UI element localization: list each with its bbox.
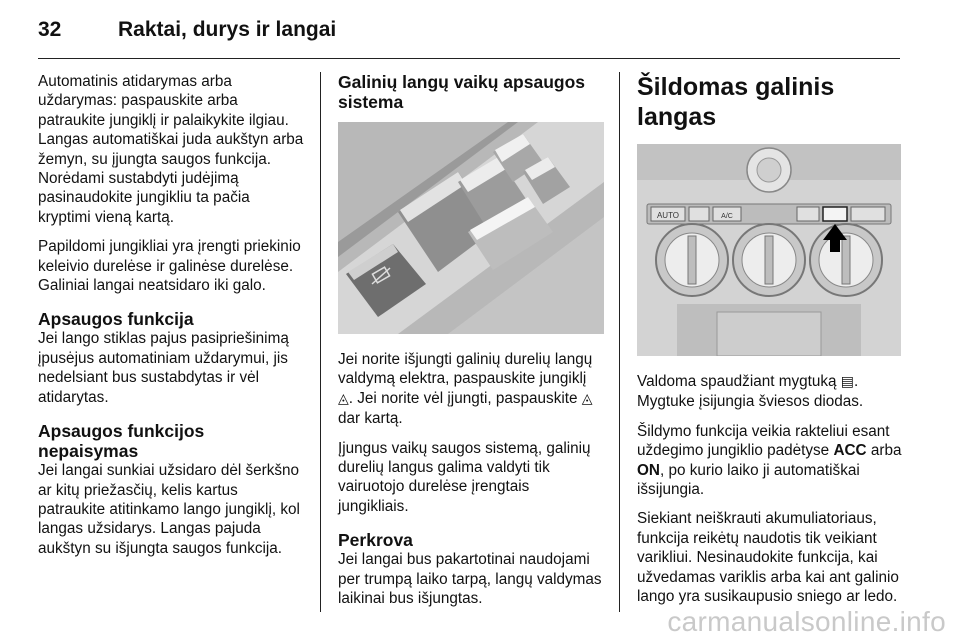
rear-defrost-button <box>823 207 847 221</box>
safety-function-paragraph: Jei lango stiklas pajus pasipriešinimą įpusėjus automatiniam uždarymui, jis nedelsiant bus sustabdytas ir vėl atidarytas. <box>38 330 289 406</box>
child-lock-driver-paragraph: Įjungus vaikų saugos sistemą, galinių durelių langus galima valdyti tik vairuotojo durelėse įrengtais jungikliais. <box>338 439 591 515</box>
column-divider-2 <box>619 72 620 612</box>
page-number: 32 <box>38 18 62 41</box>
temperature-knob <box>656 224 728 296</box>
ignition-paragraph: Šildymo funkcija veikia rakteliui esant uždegimo jungiklio padėtyse ACC arba ON, po kurio laiko ji automatiškai išsijungia. <box>637 422 902 499</box>
overload-paragraph: Jei langai bus pakartotinai naudojami per trumpą laiko tarpą, langų valdymas laikinai bus išjungtas. <box>338 551 602 608</box>
safety-function-heading: Apsaugos funkcija <box>38 309 194 330</box>
column-2 <box>338 72 604 618</box>
button-operation-paragraph: Valdoma spaudžiant mygtuką ▤. Mygtuke įsijungia šviesos diodas. <box>637 373 864 411</box>
air-distribution-knob <box>810 224 882 296</box>
column-3 <box>637 72 903 616</box>
auto-button-label: AUTO <box>656 211 680 220</box>
overload-heading: Perkrova <box>338 530 413 551</box>
column-1 <box>38 72 304 568</box>
chapter-title: Raktai, durys ir langai <box>118 18 337 41</box>
page-header <box>38 14 900 48</box>
child-lock-paragraph: Jei norite išjungti galinių durelių langų valdymą elektra, paspauskite jungiklį ◬. Jei norite vėl įjungti, paspauskite ◬ dar kartą. <box>338 351 593 428</box>
ac-button-label: A/C <box>721 213 733 220</box>
safety-override-paragraph: Jei langai sunkiai užsidaro dėl šerkšno ar kitų priežasčių, kelis kartus patraukite atitinkamo lango jungiklį, kol langas užsidarys. Langas pajuda aukštyn su išjungta saugos funkcija. <box>38 462 300 557</box>
climate-panel-figure <box>637 144 901 356</box>
watermark: carmanualsonline.info <box>667 606 946 637</box>
child-lock-icon: ◬ <box>338 390 349 407</box>
header-rule <box>38 58 900 59</box>
fan-knob <box>733 224 805 296</box>
rear-defrost-icon: ▤ <box>840 374 855 390</box>
safety-override-heading: Apsaugos funkcijos nepaisymas <box>38 421 205 462</box>
column-divider-1 <box>320 72 321 612</box>
heated-rear-window-heading: Šildomas galinis langas <box>637 73 835 131</box>
battery-paragraph: Siekiant neiškrauti akumuliatoriaus, funkcija reikėtų naudotis tik veikiant varikliui. Nesinaudokite funkcija, kai užvedamas variklis arba kai ant galinio lango yra susikaupusio sniego ar ledo. <box>637 510 899 606</box>
auto-open-paragraph: Automatinis atidarymas arba uždarymas: paspauskite arba patraukite jungiklį ir palaikykite ilgiau. Langas automatiškai juda aukštyn arba žemyn, su įjungta saugos funkcija. Norėdami sustabdyti judėjimą pasinaudokite jungikliu ta pačia kryptimi vieną kartą. <box>38 73 304 226</box>
extra-switches-paragraph: Papildomi jungikliai yra įrengti priekinio keleivio durelėse ir galinėse durelėse. Galiniai langai neatsidaro iki galo. <box>38 238 301 295</box>
window-switch-figure <box>338 122 604 334</box>
child-lock-icon: ◬ <box>581 390 593 407</box>
child-lock-heading: Galinių langų vaikų apsaugos sistema <box>338 72 585 112</box>
